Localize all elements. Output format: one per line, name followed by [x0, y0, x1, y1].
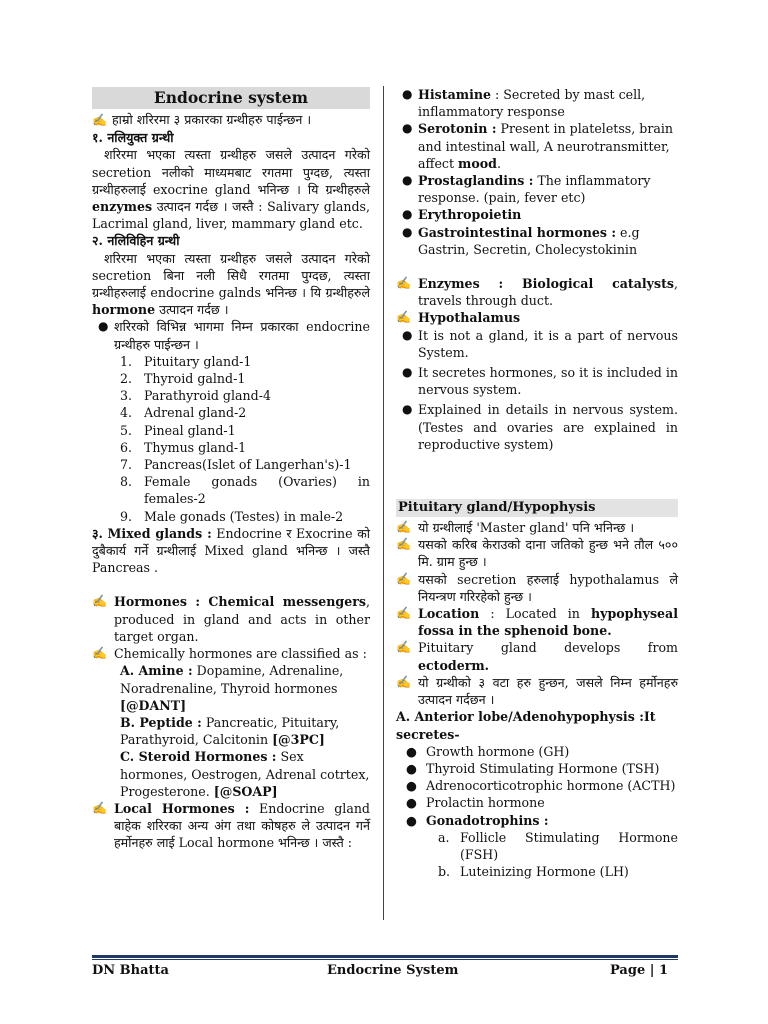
bullet-icon: ●	[402, 173, 413, 188]
bullet-icon: ●	[402, 87, 413, 101]
pen-icon: ✍	[396, 674, 411, 689]
anterior-hormone-item	[396, 743, 678, 760]
right-column	[396, 86, 678, 880]
hormones-classified: ✍ Chemically hormones are classified as :	[92, 646, 367, 662]
prostaglandins-item: ● Prostaglandins : The inflammatory response. (pain, fever etc)	[402, 173, 651, 206]
bullet-icon: ●	[406, 778, 417, 794]
hypothalamus-heading: ✍ Hypothalamus	[396, 310, 521, 326]
pen-icon: ✍	[92, 800, 107, 815]
amine-item: A. Amine : Dopamine, Adrenaline, Noradrenaline, Thyroid hormones [@DANT]	[120, 663, 344, 713]
gland-list-item	[92, 387, 370, 404]
left-column	[92, 86, 370, 852]
footer-rule-thin	[92, 959, 678, 960]
gland-label: Parathyroid gland-4	[144, 388, 271, 404]
bullet-icon: ●	[406, 795, 417, 811]
exocrine-paragraph: शरिरमा भएका त्यस्ता ग्रन्थीहरु जसले उत्पादन गरेको secretion नलीको माध्यमबाट रगतमा पुग्दछ, त्यस्ता ग्रन्थीहरुलाई exocrine gland भनिन्छ । यि ग्रन्थीहरुले enzymes उत्पादन गर्दछ । जस्तै : Salivary glands, Lacrimal gland, liver, mammary gland etc.	[92, 147, 370, 232]
list-number: 8.	[120, 474, 133, 490]
list-number: 5.	[120, 422, 133, 438]
hypothalamus-item	[396, 327, 678, 361]
bullet-icon: ●	[98, 319, 109, 334]
pen-icon: ✍	[92, 646, 107, 661]
endocrine-paragraph: शरिरमा भएका त्यस्ता ग्रन्थीहरु जसले उत्पादन गरेको secretion बिना नली सिधै रगतमा पुग्दछ, त्यस्ता ग्रन्थीहरुलाई endocrine galnds भनिन्छ । यि ग्रन्थीहरुले hormone उत्पादन गर्दछ ।	[92, 250, 370, 318]
pituitary-note-2: ✍ यसको करिब केराउको दाना जतिको हुन्छ भने तौल ५०० मि. ग्राम हुन्छ ।	[396, 537, 678, 570]
steroid-item: C. Steroid Hormones : Sex hormones, Oestrogen, Adrenal cotrtex, Progesterone. [@SOAP]	[120, 749, 370, 799]
bullet-icon: ●	[406, 760, 417, 776]
list-letter: b.	[438, 864, 451, 880]
serotonin-item: ● Serotonin : Present in plateletss, brain and intestinal wall, A neurotransmitter, affect mood.	[402, 121, 673, 171]
hypothalamus-item	[396, 401, 678, 453]
gonadotrophin-item	[396, 829, 678, 863]
bullet-icon: ●	[402, 365, 413, 380]
list-number: 3.	[120, 388, 133, 404]
gland-label: Male gonads (Testes) in male-2	[144, 508, 344, 524]
anterior-hormone-text: Adrenocorticotrophic hormone (ACTH)	[426, 778, 676, 794]
pen-icon: ✍	[92, 594, 107, 609]
footer-author: DN Bhatta	[92, 963, 169, 978]
bullet-icon: ●	[402, 207, 413, 222]
gland-list-item	[92, 370, 370, 387]
gastrointestinal-item: ● Gastrointestinal hormones : e.g Gastrin, Secretin, Cholecystokinin	[402, 224, 640, 257]
list-number: 6.	[120, 439, 133, 455]
footer-rule	[92, 955, 678, 958]
anterior-hormone-item	[396, 777, 678, 794]
glands-bullet: ● शरिरको विभिन्न भागमा निम्न प्रकारका endocrine ग्रन्थीहरु पाईन्छन ।	[98, 319, 370, 352]
histamine-item: ● Histamine : Secreted by mast cell, inflammatory response	[402, 87, 646, 120]
bullet-icon: ●	[402, 402, 413, 417]
list-number: 1.	[120, 353, 133, 369]
hypothalamus-text: It is not a gland, it is a part of nervous System.	[418, 327, 678, 360]
heading-exocrine: १. नलियुक्त ग्रन्थी	[92, 130, 174, 146]
pen-icon: ✍	[396, 537, 411, 552]
list-number: 9.	[120, 508, 133, 524]
list-number: 2.	[120, 371, 133, 387]
footer-title: Endocrine System	[327, 963, 459, 978]
gonadotrophin-text: Luteinizing Hormone (LH)	[460, 864, 629, 880]
pituitary-section-title: Pituitary gland/Hypophysis	[396, 499, 678, 517]
gland-list-item	[92, 404, 370, 421]
erythropoietin-item: ● Erythropoietin	[402, 207, 522, 223]
anterior-lobe-heading: A. Anterior lobe/Adenohypophysis :It secretes-	[396, 709, 656, 742]
pituitary-note-4: ✍ यो ग्रन्थीको ३ वटा हरु हुन्छन, जसले निम्न हर्मोनहरु उत्पादन गर्दछन ।	[396, 674, 678, 708]
bullet-icon: ●	[402, 327, 413, 342]
anterior-hormone-item	[396, 794, 678, 811]
gonadotrophins-list	[396, 829, 678, 881]
anterior-hormone-text: Prolactin hormone	[426, 795, 545, 811]
pen-icon: ✍	[396, 276, 411, 291]
gland-list-item	[92, 439, 370, 456]
column-divider	[383, 86, 384, 920]
heading-endocrine: २. नलिविहिन ग्रन्थी	[92, 233, 180, 249]
pituitary-location: ✍ Location : Located in hypophyseal fossa in the sphenoid bone.	[396, 606, 678, 639]
gland-list-item	[92, 456, 370, 473]
gland-label: Adrenal gland-2	[144, 405, 247, 421]
gland-list-item	[92, 473, 370, 507]
gland-label: Pituitary gland-1	[144, 353, 252, 369]
gland-list-item	[92, 422, 370, 439]
hypothalamus-text: It secretes hormones, so it is included in nervous system.	[418, 365, 678, 398]
anterior-lobe-list	[396, 743, 678, 812]
gland-label: Pancreas(Islet of Langerhan's)-1	[144, 457, 352, 473]
pituitary-note-3: ✍ यसको secretion हरुलाई hypothalamus ले नियन्त्रण गरिरहेको हुन्छ ।	[396, 571, 678, 604]
bullet-icon: ●	[402, 224, 413, 239]
pituitary-development: ✍ Pituitary gland develops from ectoderm.	[396, 640, 678, 673]
list-number: 4.	[120, 405, 133, 421]
anterior-hormone-text: Thyroid Stimulating Hormone (TSH)	[426, 760, 660, 776]
hypothalamus-item	[396, 364, 678, 398]
gland-label: Female gonads (Ovaries) in females-2	[144, 474, 370, 507]
pituitary-note-1: ✍ यो ग्रन्थीलाई 'Master gland' पनि भनिन्छ ।	[396, 520, 635, 536]
pen-icon: ✍	[396, 606, 411, 621]
pen-icon: ✍	[396, 520, 411, 535]
hypothalamus-list	[396, 327, 678, 453]
intro-line: ✍ हाम्रो शरिरमा ३ प्रकारका ग्रन्थीहरु पाईन्छन ।	[92, 111, 370, 129]
gland-label: Thymus gland-1	[144, 439, 247, 455]
anterior-hormone-item	[396, 760, 678, 777]
local-hormones: ✍ Local Hormones : Endocrine gland बाहेक शरिरका अन्य अंग तथा कोषहरु ले उत्पादन गर्ने हर्मोनहरु लाई Local hormone भनिन्छ । जस्तै :	[92, 800, 370, 851]
page-title: Endocrine system	[92, 87, 370, 109]
gonadotrophin-item	[396, 863, 678, 880]
peptide-item: B. Peptide : Pancreatic, Pituitary, Parathyroid, Calcitonin [@3PC]	[120, 714, 340, 748]
list-letter: a.	[438, 829, 450, 845]
hormones-definition: ✍ Hormones : Chemical messengers, produced in gland and acts in other target organ.	[92, 594, 370, 644]
pen-icon: ✍	[396, 310, 411, 325]
bullet-icon: ●	[406, 743, 417, 759]
mixed-glands-paragraph: ३. Mixed glands : Endocrine र Exocrine को दुबैकार्य गर्ने ग्रन्थीलाई Mixed gland भनिन्छ । जस्तै Pancreas .	[92, 525, 370, 576]
bullet-icon: ●	[402, 121, 413, 136]
pen-icon: ✍	[396, 640, 411, 655]
gland-list-item	[92, 353, 370, 370]
pen-icon: ✍	[396, 571, 411, 586]
list-number: 7.	[120, 457, 133, 473]
bullet-icon: ●	[406, 812, 417, 828]
hypothalamus-text: Explained in details in nervous system. (Testes and ovaries are explained in reproductive system)	[418, 402, 678, 452]
gland-label: Pineal gland-1	[144, 422, 236, 438]
pen-icon: ✍	[92, 113, 107, 127]
enzymes-definition: ✍ Enzymes : Biological catalysts, travels through duct.	[396, 276, 678, 309]
gonadotrophin-text: Follicle Stimulating Hormone (FSH)	[460, 829, 678, 862]
gland-list	[92, 353, 370, 525]
gland-list-item	[92, 508, 370, 525]
gonadotrophins-item: ● Gonadotrophins :	[406, 812, 549, 828]
footer-page-number: Page | 1	[610, 963, 669, 978]
anterior-hormone-text: Growth hormone (GH)	[426, 743, 570, 759]
gland-label: Thyroid galnd-1	[144, 371, 246, 387]
